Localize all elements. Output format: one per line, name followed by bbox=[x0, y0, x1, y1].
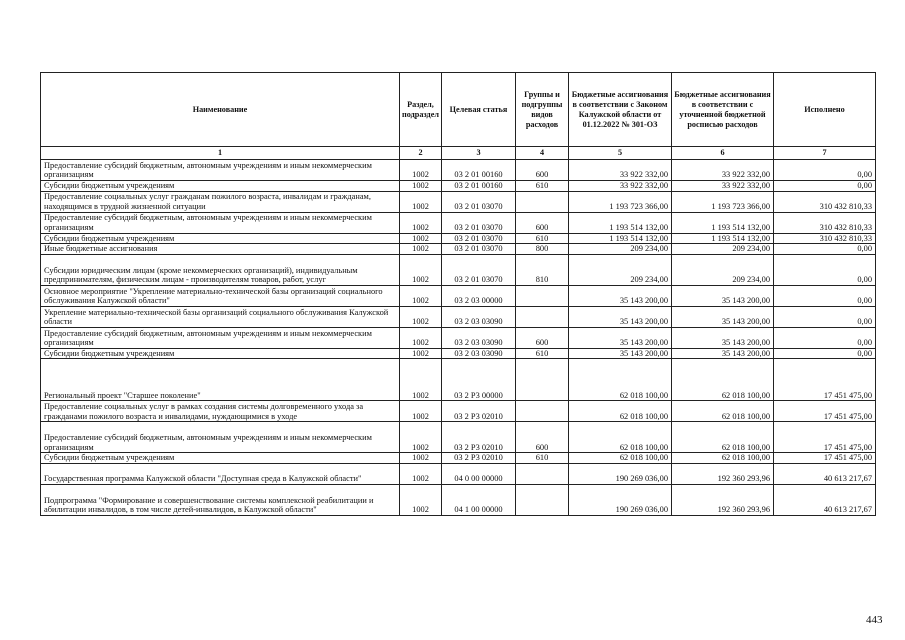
row-target: 03 2 03 03090 bbox=[442, 348, 516, 359]
row-law-amount: 62 018 100,00 bbox=[569, 453, 672, 464]
row-target: 03 2 01 00160 bbox=[442, 181, 516, 192]
row-executed-amount: 0,00 bbox=[774, 285, 876, 306]
row-target: 03 2 01 03070 bbox=[442, 191, 516, 212]
row-group bbox=[516, 484, 569, 515]
table-row bbox=[41, 327, 876, 348]
table-row bbox=[41, 181, 876, 192]
row-target: 03 2 01 03070 bbox=[442, 233, 516, 244]
table-row bbox=[41, 212, 876, 233]
row-executed-amount: 0,00 bbox=[774, 181, 876, 192]
header-section: Раздел, подраздел bbox=[400, 73, 442, 147]
row-law-amount: 33 922 332,00 bbox=[569, 181, 672, 192]
table-row bbox=[41, 484, 876, 515]
row-law-amount: 209 234,00 bbox=[569, 244, 672, 255]
row-group: 810 bbox=[516, 254, 569, 285]
table-row bbox=[41, 285, 876, 306]
row-executed-amount: 310 432 810,33 bbox=[774, 233, 876, 244]
row-revised-amount: 35 143 200,00 bbox=[672, 306, 774, 327]
row-revised-amount: 192 360 293,96 bbox=[672, 484, 774, 515]
header-target: Целевая статья bbox=[442, 73, 516, 147]
header-groups: Группы и подгруппы видов расходов bbox=[516, 73, 569, 147]
row-revised-amount: 35 143 200,00 bbox=[672, 285, 774, 306]
row-name: Субсидии бюджетным учреждениям bbox=[41, 181, 400, 192]
row-executed-amount: 40 613 217,67 bbox=[774, 484, 876, 515]
row-section: 1002 bbox=[400, 233, 442, 244]
row-section: 1002 bbox=[400, 191, 442, 212]
row-group: 600 bbox=[516, 422, 569, 453]
row-section: 1002 bbox=[400, 285, 442, 306]
table-row bbox=[41, 191, 876, 212]
row-law-amount: 190 269 036,00 bbox=[569, 463, 672, 484]
row-law-amount: 1 193 514 132,00 bbox=[569, 212, 672, 233]
row-section: 1002 bbox=[400, 244, 442, 255]
row-section: 1002 bbox=[400, 401, 442, 422]
table-row bbox=[41, 422, 876, 453]
row-section: 1002 bbox=[400, 422, 442, 453]
column-number: 3 bbox=[442, 147, 516, 160]
row-law-amount: 1 193 723 366,00 bbox=[569, 191, 672, 212]
row-name: Предоставление субсидий бюджетным, автономным учреждениям и иным некоммерческим организациям bbox=[41, 422, 400, 453]
header-row bbox=[41, 73, 876, 147]
row-revised-amount: 1 193 514 132,00 bbox=[672, 212, 774, 233]
row-name: Предоставление субсидий бюджетным, автономным учреждениям и иным некоммерческим организациям bbox=[41, 327, 400, 348]
row-group bbox=[516, 285, 569, 306]
row-target: 03 2 03 00000 bbox=[442, 285, 516, 306]
row-name: Предоставление субсидий бюджетным, автономным учреждениям и иным некоммерческим организациям bbox=[41, 160, 400, 181]
row-section: 1002 bbox=[400, 453, 442, 464]
row-name: Предоставление социальных услуг в рамках создания системы долговременного ухода за гражданами пожилого возраста и инвалидами, нуждающимися в уходе bbox=[41, 401, 400, 422]
row-group bbox=[516, 359, 569, 401]
row-group: 610 bbox=[516, 348, 569, 359]
row-revised-amount: 35 143 200,00 bbox=[672, 327, 774, 348]
row-target: 04 1 00 00000 bbox=[442, 484, 516, 515]
row-name: Предоставление субсидий бюджетным, автономным учреждениям и иным некоммерческим организациям bbox=[41, 212, 400, 233]
row-target: 03 2 Р3 02010 bbox=[442, 401, 516, 422]
row-group: 610 bbox=[516, 181, 569, 192]
row-section: 1002 bbox=[400, 359, 442, 401]
row-section: 1002 bbox=[400, 160, 442, 181]
header-revised: Бюджетные ассигнования в соответствии с уточненной бюджетной росписью расходов bbox=[672, 73, 774, 147]
row-name: Иные бюджетные ассигнования bbox=[41, 244, 400, 255]
row-executed-amount: 0,00 bbox=[774, 348, 876, 359]
row-revised-amount: 62 018 100,00 bbox=[672, 422, 774, 453]
table-row bbox=[41, 453, 876, 464]
row-law-amount: 35 143 200,00 bbox=[569, 306, 672, 327]
row-executed-amount: 310 432 810,33 bbox=[774, 212, 876, 233]
row-revised-amount: 33 922 332,00 bbox=[672, 160, 774, 181]
table-row bbox=[41, 244, 876, 255]
row-group: 600 bbox=[516, 212, 569, 233]
row-target: 03 2 Р3 00000 bbox=[442, 359, 516, 401]
row-executed-amount: 310 432 810,33 bbox=[774, 191, 876, 212]
row-section: 1002 bbox=[400, 212, 442, 233]
column-number: 2 bbox=[400, 147, 442, 160]
row-executed-amount: 40 613 217,67 bbox=[774, 463, 876, 484]
table-row bbox=[41, 306, 876, 327]
row-group: 600 bbox=[516, 160, 569, 181]
row-revised-amount: 62 018 100,00 bbox=[672, 359, 774, 401]
row-section: 1002 bbox=[400, 484, 442, 515]
row-name: Субсидии юридическим лицам (кроме некоммерческих организаций), индивидуальным предпринимателям, физическим лицам - производителям товаров, работ, услуг bbox=[41, 254, 400, 285]
row-target: 03 2 01 03070 bbox=[442, 212, 516, 233]
table-row bbox=[41, 160, 876, 181]
column-number-row bbox=[41, 147, 876, 160]
row-revised-amount: 33 922 332,00 bbox=[672, 181, 774, 192]
page-number: 443 bbox=[866, 614, 883, 626]
table-row bbox=[41, 463, 876, 484]
row-law-amount: 35 143 200,00 bbox=[569, 348, 672, 359]
row-executed-amount: 17 451 475,00 bbox=[774, 359, 876, 401]
row-revised-amount: 62 018 100,00 bbox=[672, 401, 774, 422]
row-revised-amount: 1 193 514 132,00 bbox=[672, 233, 774, 244]
row-target: 03 2 Р3 02010 bbox=[442, 453, 516, 464]
row-revised-amount: 35 143 200,00 bbox=[672, 348, 774, 359]
row-name: Укрепление материально-технической базы организаций социального обслуживания Калужской области bbox=[41, 306, 400, 327]
row-target: 03 2 03 03090 bbox=[442, 327, 516, 348]
row-name: Субсидии бюджетным учреждениям bbox=[41, 233, 400, 244]
table-row bbox=[41, 348, 876, 359]
row-section: 1002 bbox=[400, 306, 442, 327]
budget-table bbox=[40, 72, 876, 516]
row-section: 1002 bbox=[400, 181, 442, 192]
row-executed-amount: 17 451 475,00 bbox=[774, 453, 876, 464]
row-name: Региональный проект "Старшее поколение" bbox=[41, 359, 400, 401]
row-law-amount: 62 018 100,00 bbox=[569, 422, 672, 453]
row-executed-amount: 17 451 475,00 bbox=[774, 401, 876, 422]
row-group bbox=[516, 401, 569, 422]
row-name: Предоставление социальных услуг гражданам пожилого возраста, инвалидам и гражданам, находящимся в трудной жизненной ситуации bbox=[41, 191, 400, 212]
header-executed: Исполнено bbox=[774, 73, 876, 147]
row-name: Основное мероприятие "Укрепление материально-технической базы организаций социального обслуживания Калужской области" bbox=[41, 285, 400, 306]
row-executed-amount: 0,00 bbox=[774, 306, 876, 327]
row-revised-amount: 192 360 293,96 bbox=[672, 463, 774, 484]
header-name: Наименование bbox=[41, 73, 400, 147]
row-section: 1002 bbox=[400, 327, 442, 348]
column-number: 5 bbox=[569, 147, 672, 160]
table-row bbox=[41, 254, 876, 285]
row-section: 1002 bbox=[400, 463, 442, 484]
row-law-amount: 35 143 200,00 bbox=[569, 285, 672, 306]
row-name: Субсидии бюджетным учреждениям bbox=[41, 453, 400, 464]
row-group bbox=[516, 306, 569, 327]
row-section: 1002 bbox=[400, 348, 442, 359]
column-number: 1 bbox=[41, 147, 400, 160]
row-target: 03 2 03 03090 bbox=[442, 306, 516, 327]
row-target: 04 0 00 00000 bbox=[442, 463, 516, 484]
row-group: 800 bbox=[516, 244, 569, 255]
row-executed-amount: 0,00 bbox=[774, 254, 876, 285]
row-group: 610 bbox=[516, 233, 569, 244]
row-group: 600 bbox=[516, 327, 569, 348]
row-name: Подпрограмма "Формирование и совершенствование системы комплексной реабилитации и абилитации инвалидов, в том числе детей-инвалидов, в Калужской области" bbox=[41, 484, 400, 515]
table-row bbox=[41, 401, 876, 422]
row-law-amount: 62 018 100,00 bbox=[569, 401, 672, 422]
row-target: 03 2 01 03070 bbox=[442, 254, 516, 285]
row-target: 03 2 01 03070 bbox=[442, 244, 516, 255]
row-group bbox=[516, 463, 569, 484]
table-row bbox=[41, 233, 876, 244]
column-number: 6 bbox=[672, 147, 774, 160]
row-name: Субсидии бюджетным учреждениям bbox=[41, 348, 400, 359]
row-group bbox=[516, 191, 569, 212]
row-law-amount: 33 922 332,00 bbox=[569, 160, 672, 181]
row-name: Государственная программа Калужской области "Доступная среда в Калужской области" bbox=[41, 463, 400, 484]
table-row bbox=[41, 359, 876, 401]
column-number: 4 bbox=[516, 147, 569, 160]
header-law: Бюджетные ассигнования в соответствии с Законом Калужской области от 01.12.2022 № 301-ОЗ bbox=[569, 73, 672, 147]
row-target: 03 2 Р3 02010 bbox=[442, 422, 516, 453]
row-law-amount: 209 234,00 bbox=[569, 254, 672, 285]
row-law-amount: 62 018 100,00 bbox=[569, 359, 672, 401]
row-revised-amount: 62 018 100,00 bbox=[672, 453, 774, 464]
row-executed-amount: 0,00 bbox=[774, 244, 876, 255]
row-executed-amount: 0,00 bbox=[774, 160, 876, 181]
row-group: 610 bbox=[516, 453, 569, 464]
row-law-amount: 190 269 036,00 bbox=[569, 484, 672, 515]
row-revised-amount: 1 193 723 366,00 bbox=[672, 191, 774, 212]
row-law-amount: 1 193 514 132,00 bbox=[569, 233, 672, 244]
row-executed-amount: 17 451 475,00 bbox=[774, 422, 876, 453]
row-revised-amount: 209 234,00 bbox=[672, 244, 774, 255]
row-target: 03 2 01 00160 bbox=[442, 160, 516, 181]
row-executed-amount: 0,00 bbox=[774, 327, 876, 348]
column-number: 7 bbox=[774, 147, 876, 160]
row-revised-amount: 209 234,00 bbox=[672, 254, 774, 285]
row-law-amount: 35 143 200,00 bbox=[569, 327, 672, 348]
row-section: 1002 bbox=[400, 254, 442, 285]
